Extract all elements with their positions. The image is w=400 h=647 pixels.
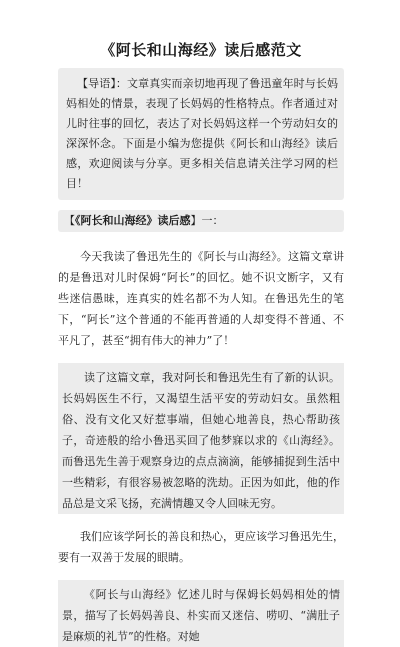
section-heading-close: 】一： <box>190 214 224 227</box>
intro-box <box>58 68 344 200</box>
intro-label: 【导语】： <box>77 77 128 90</box>
paragraph-4: 《阿长与山海经》忆述儿时与保姆长妈妈相处的情景，描写了长妈妈善良、朴实而又迷信、唠叨、“满肚子是麻烦的礼节”的性格。对她 <box>58 580 344 647</box>
document-title: 《阿长和山海经》读后感范文 <box>100 41 302 59</box>
paragraph-3: 我们应该学阿长的善良和热心，更应该学习鲁迅先生，要有一双善于发展的眼睛。 <box>58 530 344 564</box>
section-heading-open: 【 <box>64 214 75 227</box>
paragraph-1: 今天我读了鲁迅先生的《阿长与山海经》。这篇文章讲的是鲁迅对儿时保姆“阿长”的回忆。她不识文断字，又有些迷信愚昧，连真实的姓名都不为人知。在鲁迅先生的笔下，“阿长”这个普通的不能再普通的人却变得不普通、不平凡了，甚至“拥有伟大的神力”了！ <box>58 250 344 347</box>
intro-text: 文章真实而亲切地再现了鲁迅童年时与长妈妈相处的情景，表现了长妈妈的性格特点。作者通过对儿时往事的回忆，表达了对长妈妈这样一个劳动妇女的深深怀念。下面是小编为您提供《阿长和山海经》读后感，欢迎阅读与分享。更多相关信息请关注学习网的栏目！ <box>66 77 339 190</box>
section-heading-title: 《阿长和山海经》读后感 <box>75 214 191 227</box>
paragraph-2: 读了这篇文章，我对阿长和鲁迅先生有了新的认识。长妈妈医生不行，又渴望生活平安的劳动妇女。虽然粗俗、没有文化又好惹事端，但她心地善良，热心帮助孩子，奇迹般的给小鲁迅买回了他梦寐以求的《山海经》。而鲁迅先生善于观察身边的点点滴滴，能够捕捉到生活中一些精彩，有很容易被忽略的洗劫。正因为如此，他的作品总是文采飞扬，充满情趣又令人回味无穷。 <box>58 363 344 514</box>
section-heading <box>58 210 344 232</box>
